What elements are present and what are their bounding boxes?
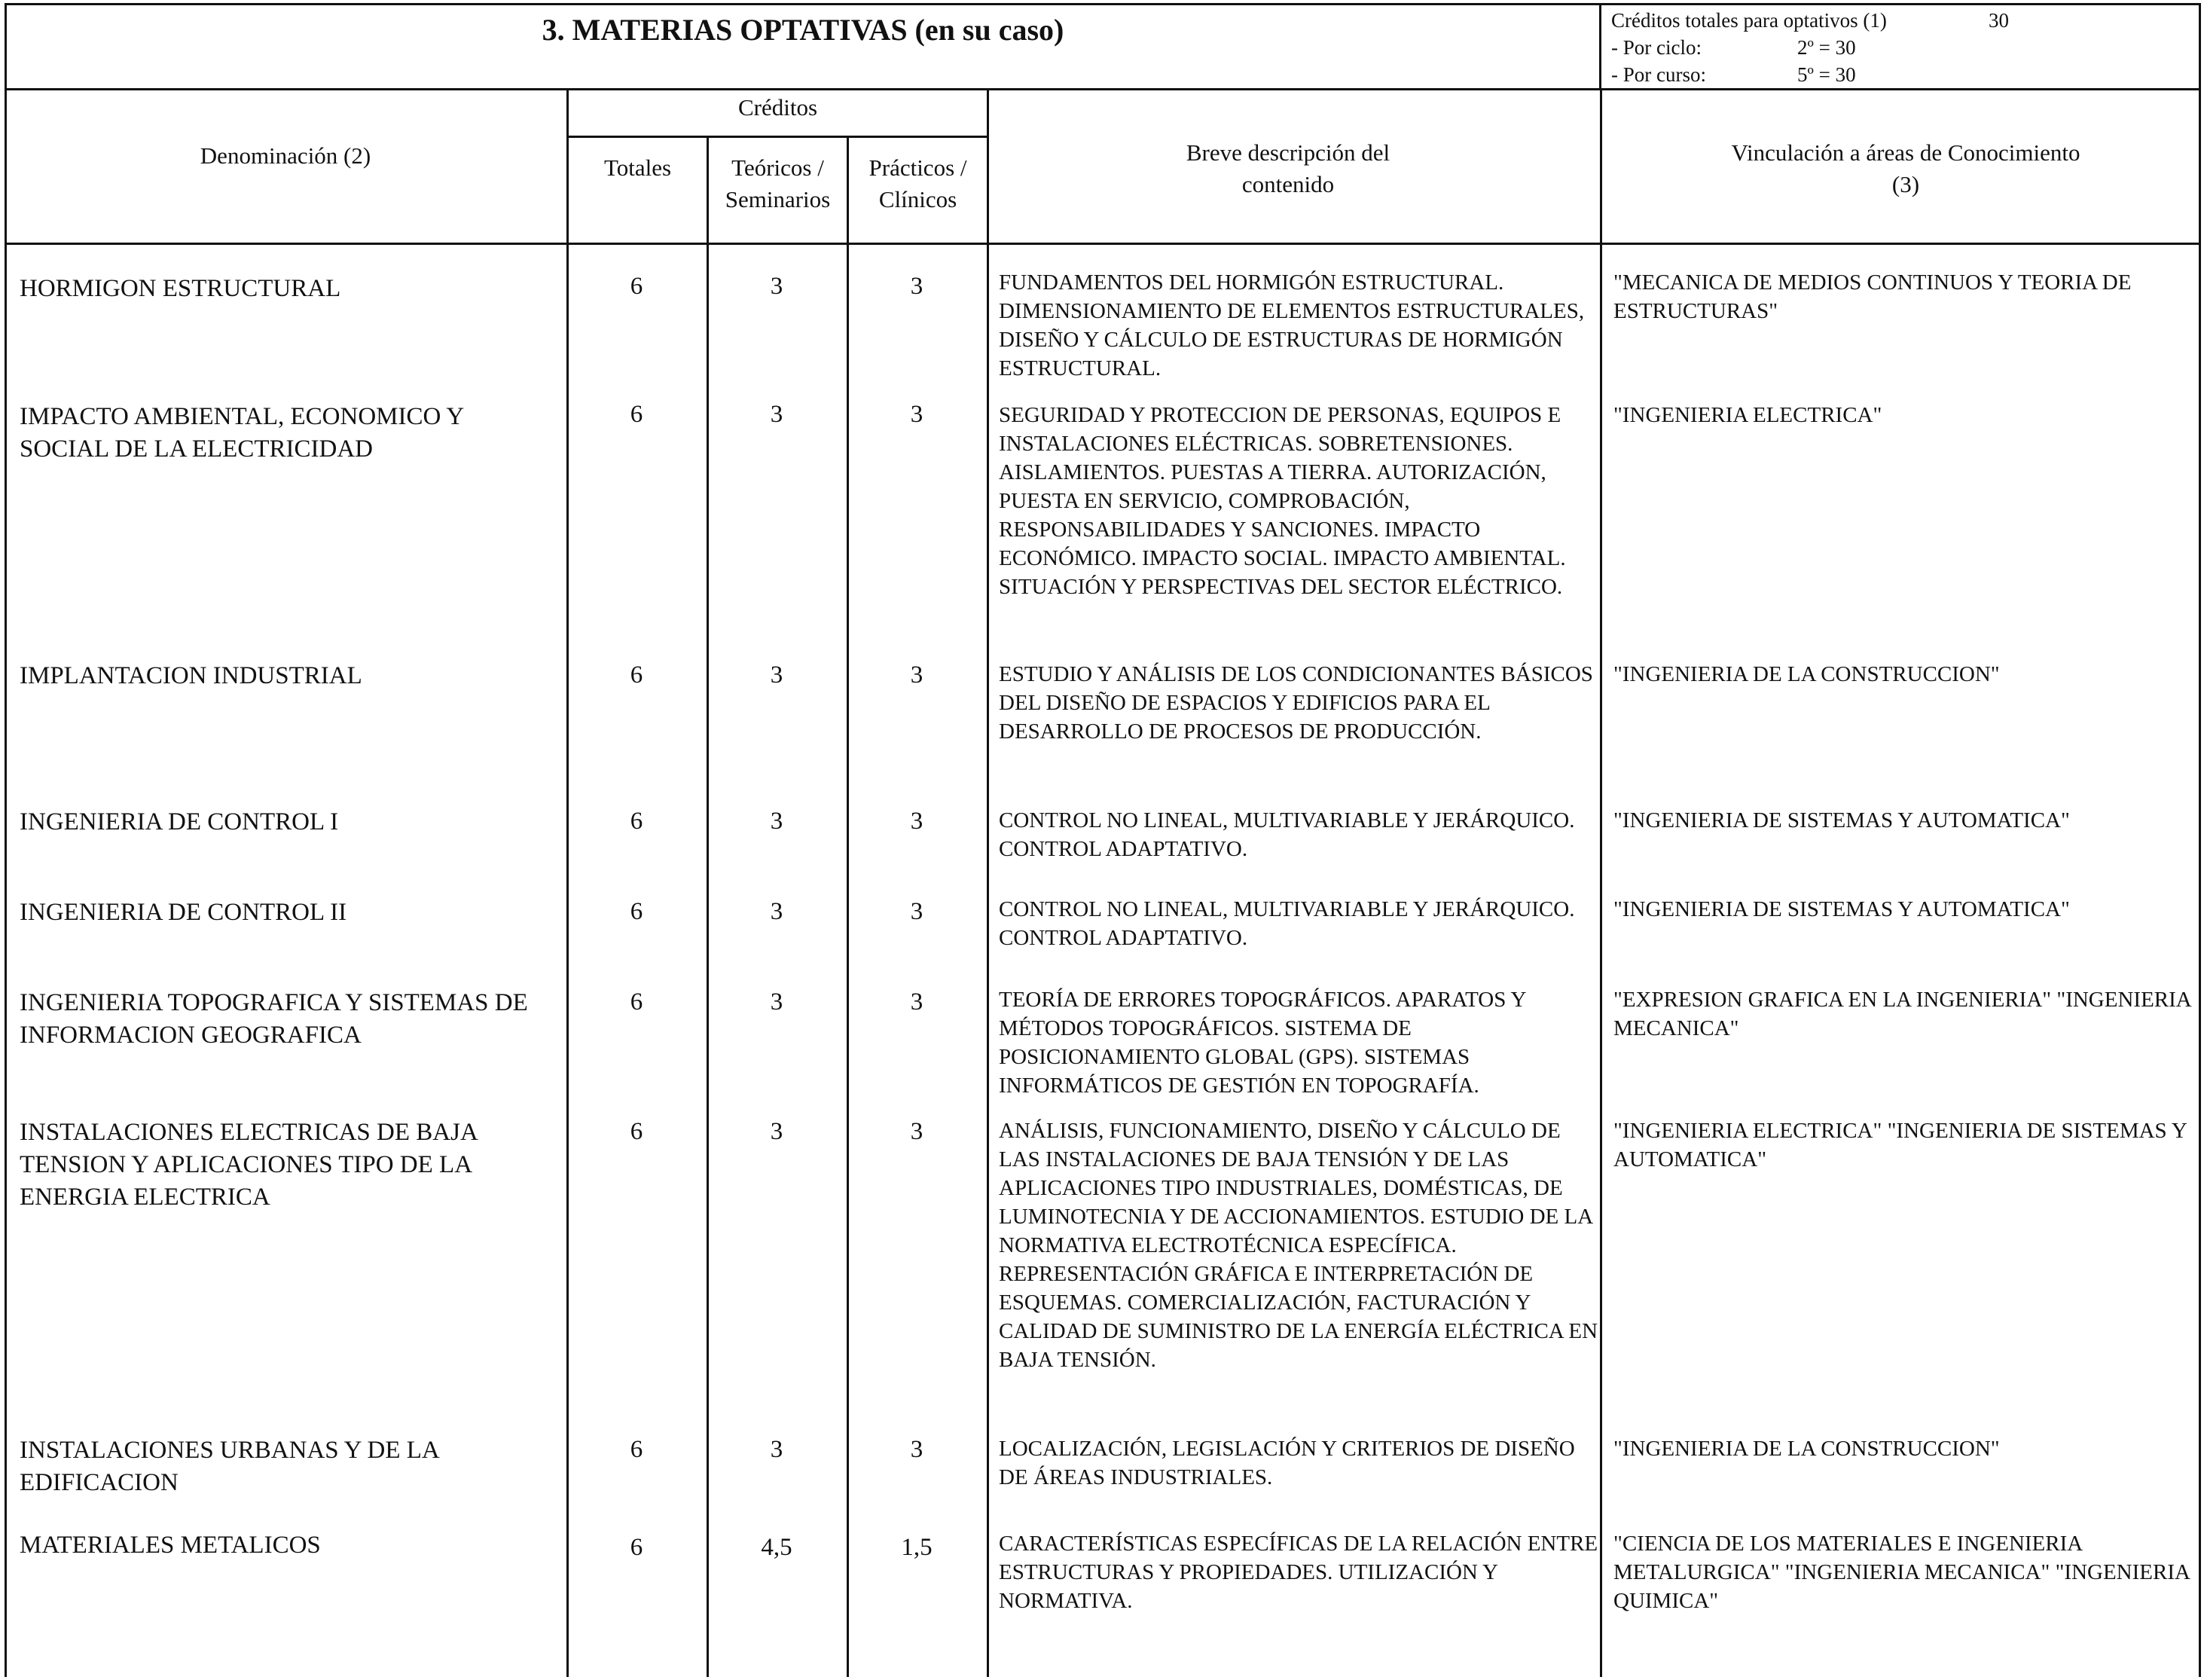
row-totales: 6 (630, 273, 643, 300)
row-areas: "INGENIERIA ELECTRICA" "INGENIERIA DE SISTEMAS Y AUTOMATICA" (1613, 1119, 2187, 1171)
por-ciclo-label: - Por ciclo: (1611, 36, 1702, 59)
row-practicos: 1,5 (901, 1534, 933, 1561)
row-name: INGENIERIA DE CONTROL II (20, 899, 347, 926)
row-description: FUNDAMENTOS DEL HORMIGÓN ESTRUCTURAL. DIMENSIONAMIENTO DE ELEMENTOS ESTRUCTURALES, DISEÑO Y CÁLCULO DE ESTRUCTURAS DE HORMIGÓN ESTRUCTURAL. (999, 270, 1585, 380)
row-name: IMPACTO AMBIENTAL, ECONOMICO Y SOCIAL DE LA ELECTRICIDAD (20, 403, 463, 463)
row-areas: "INGENIERIA DE LA CONSTRUCCION" (1613, 1437, 2000, 1461)
row-description: CONTROL NO LINEAL, MULTIVARIABLE Y JERÁRQUICO. CONTROL ADAPTATIVO. (999, 808, 1575, 861)
row-description: SEGURIDAD Y PROTECCION DE PERSONAS, EQUIPOS E INSTALACIONES ELÉCTRICAS. SOBRETENSIONES. AISLAMIENTOS. PUESTAS A TIERRA. AUTORIZACIÓN, PUESTA EN SERVICIO, COMPROBACIÓN, RESPONSABILIDADES Y SANCIONES. IMPACTO ECONÓMICO. IMPACTO SOCIAL. IMPACTO AMBIENTAL. SITUACIÓN Y PERSPECTIVAS DEL SECTOR ELÉCTRICO. (999, 403, 1566, 599)
credits-summary-cell (1601, 3, 2201, 90)
col-divider-descripcion (987, 90, 989, 1677)
row-teoricos: 3 (770, 988, 783, 1016)
credits-total-label: Créditos totales para optativos (1) (1611, 9, 1887, 32)
row-teoricos: 3 (770, 661, 783, 689)
row-practicos: 3 (910, 401, 923, 428)
col-header-descripcion: Breve descripción del contenido (1186, 139, 1390, 197)
row-name: INSTALACIONES ELECTRICAS DE BAJA TENSION Y APLICACIONES TIPO DE LA ENERGIA ELECTRICA (20, 1119, 477, 1211)
row-totales: 6 (630, 661, 643, 689)
header-bottom-line (5, 243, 2201, 245)
por-ciclo-value: 2º = 30 (1797, 36, 1856, 59)
title-cell (5, 3, 1601, 90)
row-areas: "INGENIERIA DE LA CONSTRUCCION" (1613, 662, 2000, 686)
row-description: LOCALIZACIÓN, LEGISLACIÓN Y CRITERIOS DE DISEÑO DE ÁREAS INDUSTRIALES. (999, 1437, 1575, 1489)
row-name: INGENIERIA TOPOGRAFICA Y SISTEMAS DE INFORMACION GEOGRAFICA (20, 989, 528, 1049)
por-curso-value: 5º = 30 (1797, 63, 1856, 86)
col-header-denominacion: Denominación (2) (200, 142, 371, 169)
creditos-underline (566, 136, 989, 138)
row-totales: 6 (630, 1534, 643, 1561)
col-header-practicos: Prácticos / Clínicos (868, 154, 967, 212)
row-teoricos: 3 (770, 401, 783, 428)
row-name: INGENIERIA DE CONTROL I (20, 808, 339, 835)
row-practicos: 3 (910, 808, 923, 835)
row-teoricos: 3 (770, 808, 783, 835)
row-areas: "MECANICA DE MEDIOS CONTINUOS Y TEORIA DE ESTRUCTURAS" (1613, 270, 2132, 323)
row-practicos: 3 (910, 988, 923, 1016)
row-areas: "EXPRESION GRAFICA EN LA INGENIERIA" "INGENIERIA MECANICA" (1613, 988, 2191, 1040)
row-practicos: 3 (910, 273, 923, 300)
row-description: ESTUDIO Y ANÁLISIS DE LOS CONDICIONANTES BÁSICOS DEL DISEÑO DE ESPACIOS Y EDIFICIOS PARA EL DESARROLLO DE PROCESOS DE PRODUCCIÓN. (999, 662, 1593, 744)
col-header-teoricos: Teóricos / Seminarios (725, 154, 831, 212)
row-name: INSTALACIONES URBANAS Y DE LA EDIFICACION (20, 1437, 438, 1496)
row-practicos: 3 (910, 661, 923, 689)
row-name: MATERIALES METALICOS (20, 1532, 321, 1559)
col-header-creditos: Créditos (737, 94, 818, 121)
row-totales: 6 (630, 988, 643, 1016)
row-totales: 6 (630, 808, 643, 835)
row-teoricos: 4,5 (761, 1534, 792, 1561)
row-practicos: 3 (910, 898, 923, 925)
row-totales: 6 (630, 1118, 643, 1145)
col-header-totales: Totales (603, 154, 672, 181)
row-totales: 6 (630, 898, 643, 925)
row-totales: 6 (630, 401, 643, 428)
row-description: CONTROL NO LINEAL, MULTIVARIABLE Y JERÁRQUICO. CONTROL ADAPTATIVO. (999, 897, 1575, 950)
row-teoricos: 3 (770, 1436, 783, 1463)
row-areas: "CIENCIA DE LOS MATERIALES E INGENIERIA METALURGICA" "INGENIERIA MECANICA" "INGENIERIA QUIMICA" (1613, 1532, 2190, 1613)
por-curso-label: - Por curso: (1611, 63, 1706, 86)
row-name: IMPLANTACION INDUSTRIAL (20, 662, 362, 689)
row-description: CARACTERÍSTICAS ESPECÍFICAS DE LA RELACIÓN ENTRE ESTRUCTURAS Y PROPIEDADES. UTILIZACIÓN Y NORMATIVA. (999, 1532, 1598, 1613)
row-areas: "INGENIERIA DE SISTEMAS Y AUTOMATICA" (1613, 897, 2070, 921)
row-teoricos: 3 (770, 898, 783, 925)
row-totales: 6 (630, 1436, 643, 1463)
page-title: 3. MATERIAS OPTATIVAS (en su caso) (542, 13, 1064, 47)
row-practicos: 3 (910, 1436, 923, 1463)
credits-total-value: 30 (1989, 9, 2009, 32)
row-teoricos: 3 (770, 1118, 783, 1145)
row-description: TEORÍA DE ERRORES TOPOGRÁFICOS. APARATOS Y MÉTODOS TOPOGRÁFICOS. SISTEMA DE POSICIONAMIENTO GLOBAL (GPS). SISTEMAS INFORMÁTICOS DE GESTIÓN EN TOPOGRAFÍA. (999, 988, 1526, 1098)
row-description: ANÁLISIS, FUNCIONAMIENTO, DISEÑO Y CÁLCULO DE LAS INSTALACIONES DE BAJA TENSIÓN Y DE LAS APLICACIONES TIPO INDUSTRIALES, DOMÉSTICAS, DE LUMINOTECNIA Y DE ACCIONAMIENTOS. ESTUDIO DE LA NORMATIVA ELECTROTÉCNICA ESPECÍFICA. REPRESENTACIÓN GRÁFICA E INTERPRETACIÓN DE ESQUEMAS. COMERCIALIZACIÓN, FACTURACIÓN Y CALIDAD DE SUMINISTRO DE LA ENERGÍA ELÉCTRICA EN BAJA TENSIÓN. (999, 1119, 1598, 1372)
col-header-vinculacion: Vinculación a áreas de Conocimiento (3) (1731, 139, 2080, 197)
row-areas: "INGENIERIA DE SISTEMAS Y AUTOMATICA" (1613, 808, 2070, 832)
row-name: HORMIGON ESTRUCTURAL (20, 275, 341, 302)
row-teoricos: 3 (770, 273, 783, 300)
row-practicos: 3 (910, 1118, 923, 1145)
row-areas: "INGENIERIA ELECTRICA" (1613, 403, 1882, 427)
